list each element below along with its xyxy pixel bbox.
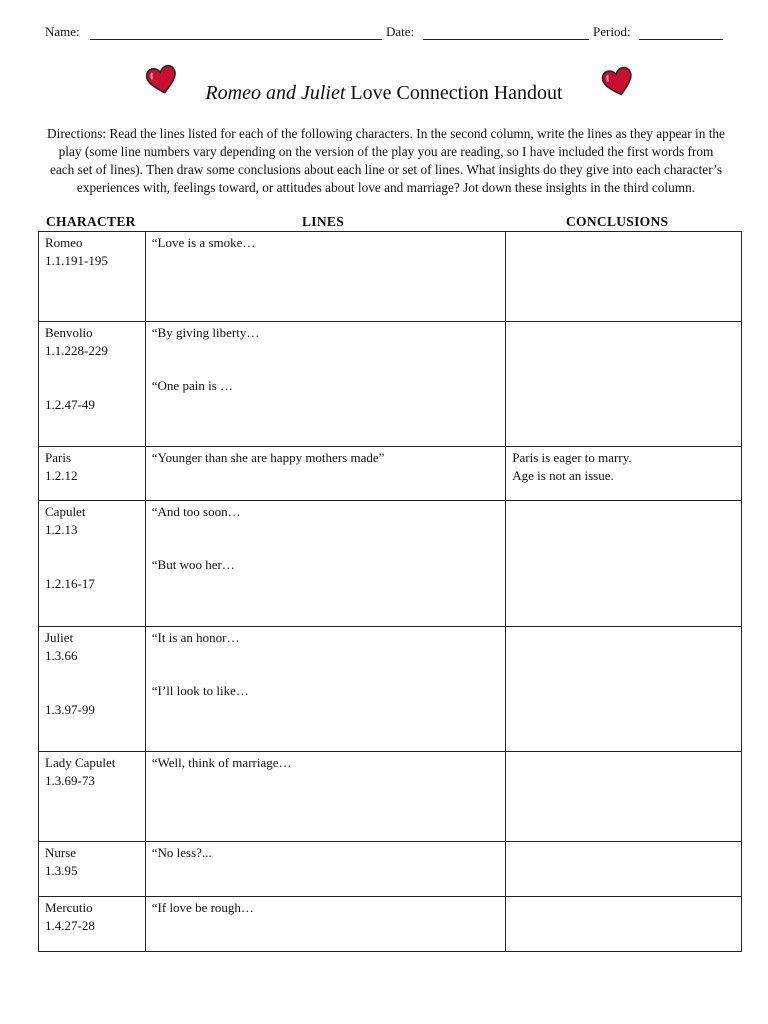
line-reference: 1.1.191-195 (45, 253, 108, 268)
line-reference: 1.3.66 (45, 648, 78, 663)
line-start: “If love be rough… (151, 900, 254, 915)
character-cell (39, 752, 146, 842)
table-row-nurse (39, 842, 742, 897)
conclusions-cell[interactable] (506, 232, 742, 322)
column-header-conclusions: CONCLUSIONS (566, 214, 669, 229)
conclusions-cell[interactable] (506, 447, 742, 501)
character-name: Nurse (45, 845, 77, 860)
line-start: “Love is a smoke… (151, 235, 256, 250)
character-cell (39, 897, 146, 952)
period-label: Period: (593, 24, 631, 39)
table-row-capulet (39, 501, 742, 627)
conclusions-cell[interactable] (506, 627, 742, 752)
title-rest: Love Connection Handout (345, 82, 563, 104)
line-start: “One pain is … (151, 378, 233, 393)
line-start: “Younger than she are happy mothers made” (151, 450, 385, 465)
directions-text: Directions: Read the lines listed for each of the following characters. In the second column, write the lines as they appear in the play (some line numbers vary depending on the version of the play you are reading, so I have included the first words from each set of lines). Then draw some conclusions about each line or set of lines. What insights do they give into each character’s experiences with, feelings toward, or attitudes about love and marriage? Jot down these insights in the third column. (47, 126, 725, 195)
lines-cell[interactable] (145, 447, 505, 501)
conclusion-text: Age is not an issue. (512, 468, 614, 483)
line-reference: 1.3.97-99 (45, 702, 95, 717)
date-label: Date: (386, 24, 415, 39)
character-cell (39, 501, 146, 627)
line-reference: 1.2.13 (45, 522, 78, 537)
line-reference: 1.4.27-28 (45, 918, 95, 933)
character-name: Mercutio (45, 900, 93, 915)
line-reference: 1.3.69-73 (45, 773, 95, 788)
line-reference: 1.2.12 (45, 468, 78, 483)
conclusions-cell[interactable] (506, 842, 742, 897)
student-info-header (45, 24, 725, 44)
lines-cell[interactable] (145, 842, 505, 897)
character-name: Romeo (45, 235, 83, 250)
table-row-romeo (39, 232, 742, 322)
character-cell (39, 322, 146, 447)
conclusions-cell[interactable] (506, 897, 742, 952)
character-name: Paris (45, 450, 71, 465)
line-start: “But woo her… (151, 557, 235, 572)
line-reference: 1.3.95 (45, 863, 78, 878)
conclusions-cell[interactable] (506, 752, 742, 842)
lines-cell[interactable] (145, 322, 505, 447)
line-start: “And too soon… (151, 504, 241, 519)
table-row-mercutio (39, 897, 742, 952)
conclusions-cell[interactable] (506, 501, 742, 627)
column-header-character: CHARACTER (46, 214, 136, 229)
column-header-lines: LINES (302, 214, 345, 229)
date-blank[interactable] (423, 39, 589, 40)
name-label: Name: (45, 24, 80, 39)
period-blank[interactable] (639, 39, 723, 40)
character-cell (39, 447, 146, 501)
lines-cell[interactable] (145, 627, 505, 752)
name-blank[interactable] (90, 39, 382, 40)
line-start: “Well, think of marriage… (151, 755, 292, 770)
line-reference: 1.2.47-49 (45, 397, 95, 412)
lines-cell[interactable] (145, 752, 505, 842)
character-name: Lady Capulet (45, 755, 116, 770)
love-connection-table (38, 231, 742, 952)
character-cell (39, 842, 146, 897)
character-name: Capulet (45, 504, 86, 519)
table-row-lady-capulet (39, 752, 742, 842)
line-start: “I’ll look to like… (151, 683, 249, 698)
table-row-benvolio (39, 322, 742, 447)
line-reference: 1.1.228-229 (45, 343, 108, 358)
title-play-name: Romeo and Juliet (205, 82, 346, 104)
conclusion-text: Paris is eager to marry. (512, 450, 632, 465)
character-name: Juliet (45, 630, 74, 645)
conclusions-cell[interactable] (506, 322, 742, 447)
line-start: “No less?... (151, 845, 212, 860)
character-cell (39, 627, 146, 752)
page-title (0, 82, 768, 105)
character-cell (39, 232, 146, 322)
line-reference: 1.2.16-17 (45, 576, 95, 591)
character-name: Benvolio (45, 325, 93, 340)
table-row-paris (39, 447, 742, 501)
line-start: “It is an honor… (151, 630, 240, 645)
lines-cell[interactable] (145, 232, 505, 322)
table-row-juliet (39, 627, 742, 752)
lines-cell[interactable] (145, 897, 505, 952)
lines-cell[interactable] (145, 501, 505, 627)
line-start: “By giving liberty… (151, 325, 260, 340)
